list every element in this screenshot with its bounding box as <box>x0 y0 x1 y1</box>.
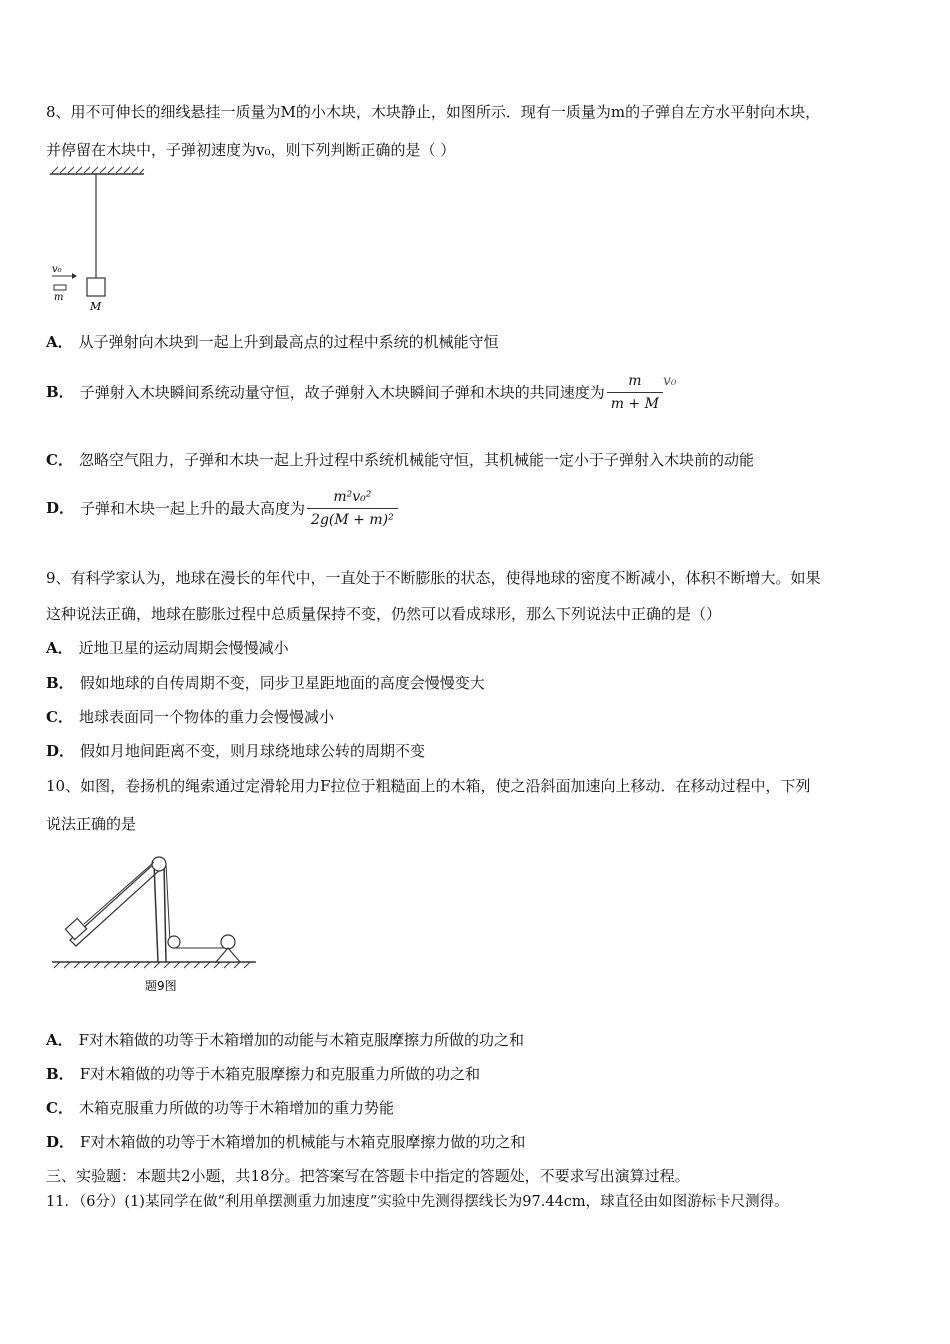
q8-option-a-text: 从子弹射向木块到一起上升到最高点的过程中系统的机械能守恒 <box>78 333 499 351</box>
winch-drum <box>221 935 235 949</box>
q8-option-d-letter: D． <box>46 498 75 517</box>
q9-option-b <box>46 673 485 693</box>
q10-option-c-letter: C． <box>46 1099 73 1117</box>
q8-option-b-denominator: m + M <box>607 392 663 415</box>
velocity-label: v₀ <box>52 264 62 275</box>
q9-option-c-letter: C． <box>46 708 73 726</box>
q8-option-d-numerator: m²v₀² <box>333 489 372 505</box>
incline-ramp <box>70 862 162 946</box>
q9-option-d-letter: D． <box>46 742 75 760</box>
q10-option-d-letter: D． <box>46 1133 75 1151</box>
winch-stand <box>216 948 240 962</box>
ceiling-hatch <box>52 167 144 173</box>
q10-option-c-text: 木箱克服重力所做的功等于木箱增加的重力势能 <box>78 1099 394 1117</box>
q9-option-a-letter: A． <box>46 639 73 657</box>
pulley-post-right <box>164 864 166 962</box>
rope-to-box <box>84 862 154 924</box>
q8-option-d-text: 子弹和木块一起上升的最大高度为 <box>80 499 306 518</box>
q8-option-b-fraction <box>607 370 663 415</box>
bullet-shape <box>54 285 66 290</box>
q9-option-a <box>46 638 289 658</box>
fixed-pulley <box>152 857 166 871</box>
q11-stem: 11．（6分）(1)某同学在做“利用单摆测重力加速度”实验中先测得摆线长为97.44cm，球直径由如图游标卡尺测得。 <box>46 1194 789 1210</box>
q8-stem-line2: 并停留在木块中，子弹初速度为v₀，则下列判断正确的是（ ） <box>46 141 456 159</box>
q8-option-c <box>46 450 754 470</box>
q10-option-d-text: F对木箱做的功等于木箱增加的机械能与木箱克服摩擦力做的功之和 <box>80 1133 526 1151</box>
q8-option-b-letter: B． <box>46 382 74 401</box>
q10-option-a <box>46 1030 524 1050</box>
q10-option-b-text: F对木箱做的功等于木箱克服摩擦力和克服重力所做的功之和 <box>79 1065 481 1083</box>
section3-title: 三、实验题：本题共2小题，共18分。把答案写在答题卡中指定的答题处，不要求写出演算过程。 <box>46 1167 690 1185</box>
q8-option-b-variable: v₀ <box>662 373 677 389</box>
wood-block <box>87 278 105 296</box>
q8-option-d-fraction <box>307 486 398 531</box>
winch-figure <box>50 850 260 1000</box>
q9-option-b-text: 假如地球的自传周期不变，同步卫星距地面的高度会慢慢变大 <box>79 674 485 692</box>
rope-down <box>166 864 170 942</box>
q10-stem-line2: 说法正确的是 <box>46 815 137 833</box>
q9-option-c-text: 地球表面同一个物体的重力会慢慢减小 <box>78 708 334 726</box>
q10-option-b <box>46 1064 480 1084</box>
figure-caption: 题9图 <box>145 979 177 993</box>
q8-option-b-text: 子弹射入木块瞬间系统动量守恒，故子弹射入木块瞬间子弹和木块的共同速度为 <box>79 383 605 402</box>
q8-option-b <box>46 370 676 415</box>
guide-pulley <box>168 936 180 948</box>
block-label-M: M <box>90 300 102 313</box>
q8-option-d <box>46 486 398 531</box>
q10-option-a-letter: A． <box>46 1031 73 1049</box>
q8-option-a <box>46 332 499 352</box>
q9-option-d-text: 假如月地间距离不变，则月球绕地球公转的周期不变 <box>80 742 426 760</box>
q10-option-c <box>46 1098 394 1118</box>
q9-option-c <box>46 707 334 727</box>
q8-option-b-numerator: m <box>628 373 642 389</box>
q10-option-d <box>46 1132 525 1152</box>
q8-option-a-letter: A． <box>46 333 73 351</box>
q8-stem-line1: 8、用不可伸长的细线悬挂一质量为M的小木块，木块静止，如图所示．现有一质量为m的子弹自左方水平射向木块， <box>46 103 821 121</box>
pendulum-figure <box>46 166 156 316</box>
q9-option-b-letter: B． <box>46 674 74 692</box>
q10-option-a-text: F对木箱做的功等于木箱增加的动能与木箱克服摩擦力所做的功之和 <box>78 1031 525 1049</box>
q9-stem-line2: 这种说法正确，地球在膨胀过程中总质量保持不变，仍然可以看成球形，那么下列说法中正确的是（） <box>46 605 722 623</box>
bullet-label-m: m <box>54 292 64 303</box>
q9-option-a-text: 近地卫星的运动周期会慢慢减小 <box>78 639 289 657</box>
velocity-arrowhead <box>72 273 77 279</box>
q8-option-c-text: 忽略空气阻力，子弹和木块一起上升过程中系统机械能守恒，其机械能一定小于子弹射入木块前的动能 <box>78 451 754 469</box>
pulley-post-left <box>154 864 158 962</box>
q8-option-c-letter: C． <box>46 451 73 469</box>
ground-hatch <box>54 962 250 968</box>
q9-stem-line1: 9、有科学家认为，地球在漫长的年代中，一直处于不断膨胀的状态，使得地球的密度不断减小，体积不断增大。如果 <box>46 569 821 587</box>
q10-option-b-letter: B． <box>46 1065 74 1083</box>
q9-option-d <box>46 741 425 761</box>
q8-option-d-denominator: 2g(M + m)² <box>307 508 398 531</box>
q10-stem-line1: 10、如图，卷扬机的绳索通过定滑轮用力F拉位于粗糙面上的木箱，使之沿斜面加速向上移动．在移动过程中，下列 <box>46 777 811 795</box>
